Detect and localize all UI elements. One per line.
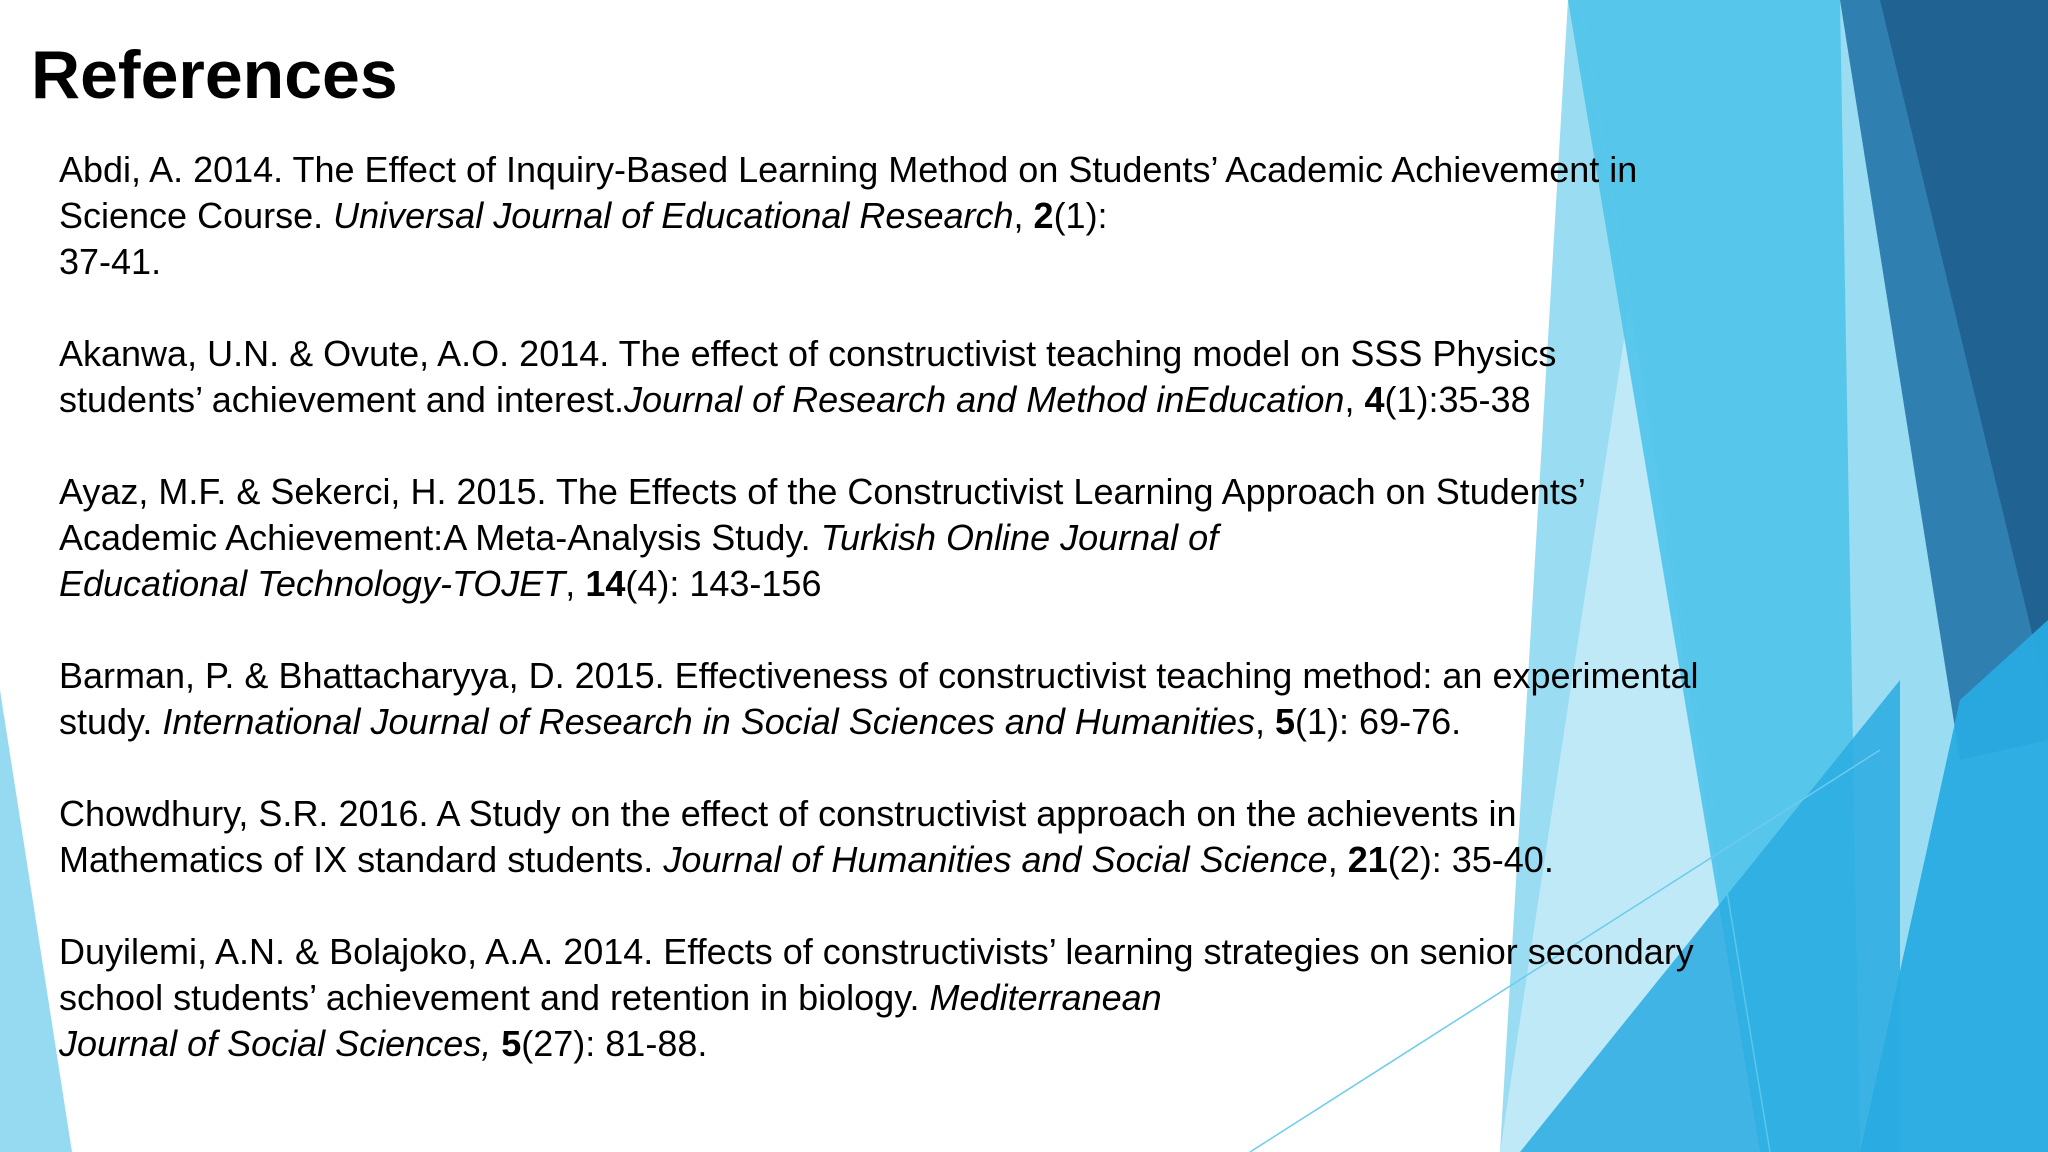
reference-text: (4): 143-156 — [625, 563, 822, 604]
journal-title: Journal of Research and Method inEducation — [624, 379, 1345, 420]
journal-title: Journal of Humanities and Social Science — [663, 839, 1328, 880]
journal-title: Universal Journal of Educational Research — [333, 195, 1014, 236]
reference-entry — [59, 929, 1859, 1067]
reference-text: , — [1327, 839, 1348, 880]
reference-line — [59, 975, 1859, 1021]
reference-line — [59, 377, 1859, 423]
journal-title: Turkish Online Journal of — [820, 517, 1219, 558]
journal-title: Mediterranean — [929, 977, 1162, 1018]
reference-line — [59, 239, 1859, 285]
volume-number: 21 — [1347, 839, 1388, 880]
journal-title: Journal of Social Sciences, — [59, 1023, 502, 1064]
reference-text: Ayaz, M.F. & Sekerci, H. 2015. The Effects of the Constructivist Learning Approach on Students’ — [59, 471, 1586, 512]
reference-line — [59, 193, 1859, 239]
page-title: References — [31, 37, 398, 113]
volume-number: 2 — [1033, 195, 1054, 236]
reference-text: Academic Achievement:A Meta-Analysis Study. — [59, 517, 821, 558]
reference-entry — [59, 147, 1859, 285]
reference-text: , — [1013, 195, 1034, 236]
journal-title: Educational Technology-TOJET — [59, 563, 566, 604]
reference-line — [59, 561, 1859, 607]
reference-text: (2): 35-40. — [1387, 839, 1554, 880]
reference-line — [59, 837, 1859, 883]
reference-text: 37-41. — [59, 241, 162, 282]
reference-text: Chowdhury, S.R. 2016. A Study on the effect of constructivist approach on the achievents in — [59, 793, 1517, 834]
volume-number: 5 — [501, 1023, 522, 1064]
reference-text: (1): — [1053, 195, 1108, 236]
reference-entry — [59, 791, 1859, 883]
reference-text: (27): 81-88. — [521, 1023, 708, 1064]
reference-text: students’ achievement and interest. — [59, 379, 624, 420]
reference-text: Mathematics of IX standard students. — [59, 839, 664, 880]
reference-line — [59, 929, 1859, 975]
reference-text: , — [1344, 379, 1365, 420]
reference-line — [59, 791, 1859, 837]
volume-number: 4 — [1364, 379, 1385, 420]
reference-entry — [59, 331, 1859, 423]
reference-text: (1):35-38 — [1384, 379, 1531, 420]
reference-text: Barman, P. & Bhattacharyya, D. 2015. Effectiveness of constructivist teaching method: an experimental — [59, 655, 1699, 696]
reference-text: Science Course. — [59, 195, 334, 236]
reference-list — [59, 147, 1859, 1067]
reference-line — [59, 469, 1859, 515]
volume-number: 14 — [585, 563, 626, 604]
reference-entry — [59, 469, 1859, 607]
reference-entry — [59, 653, 1859, 745]
volume-number: 5 — [1275, 701, 1296, 742]
reference-line — [59, 1021, 1859, 1067]
reference-line — [59, 331, 1859, 377]
reference-text: study. — [59, 701, 163, 742]
reference-text: Duyilemi, A.N. & Bolajoko, A.A. 2014. Effects of constructivists’ learning strategies on senior secondary — [59, 931, 1694, 972]
reference-line — [59, 653, 1859, 699]
journal-title: International Journal of Research in Social Sciences and Humanities — [162, 701, 1255, 742]
reference-text: (1): 69-76. — [1295, 701, 1462, 742]
reference-text: Abdi, A. 2014. The Effect of Inquiry-Based Learning Method on Students’ Academic Achievement in — [59, 149, 1638, 190]
reference-line — [59, 147, 1859, 193]
reference-text: school students’ achievement and retention in biology. — [59, 977, 930, 1018]
reference-text: , — [565, 563, 586, 604]
reference-text: Akanwa, U.N. & Ovute, A.O. 2014. The effect of constructivist teaching model on SSS Physics — [59, 333, 1557, 374]
reference-text: , — [1255, 701, 1276, 742]
reference-line — [59, 515, 1859, 561]
reference-line — [59, 699, 1859, 745]
